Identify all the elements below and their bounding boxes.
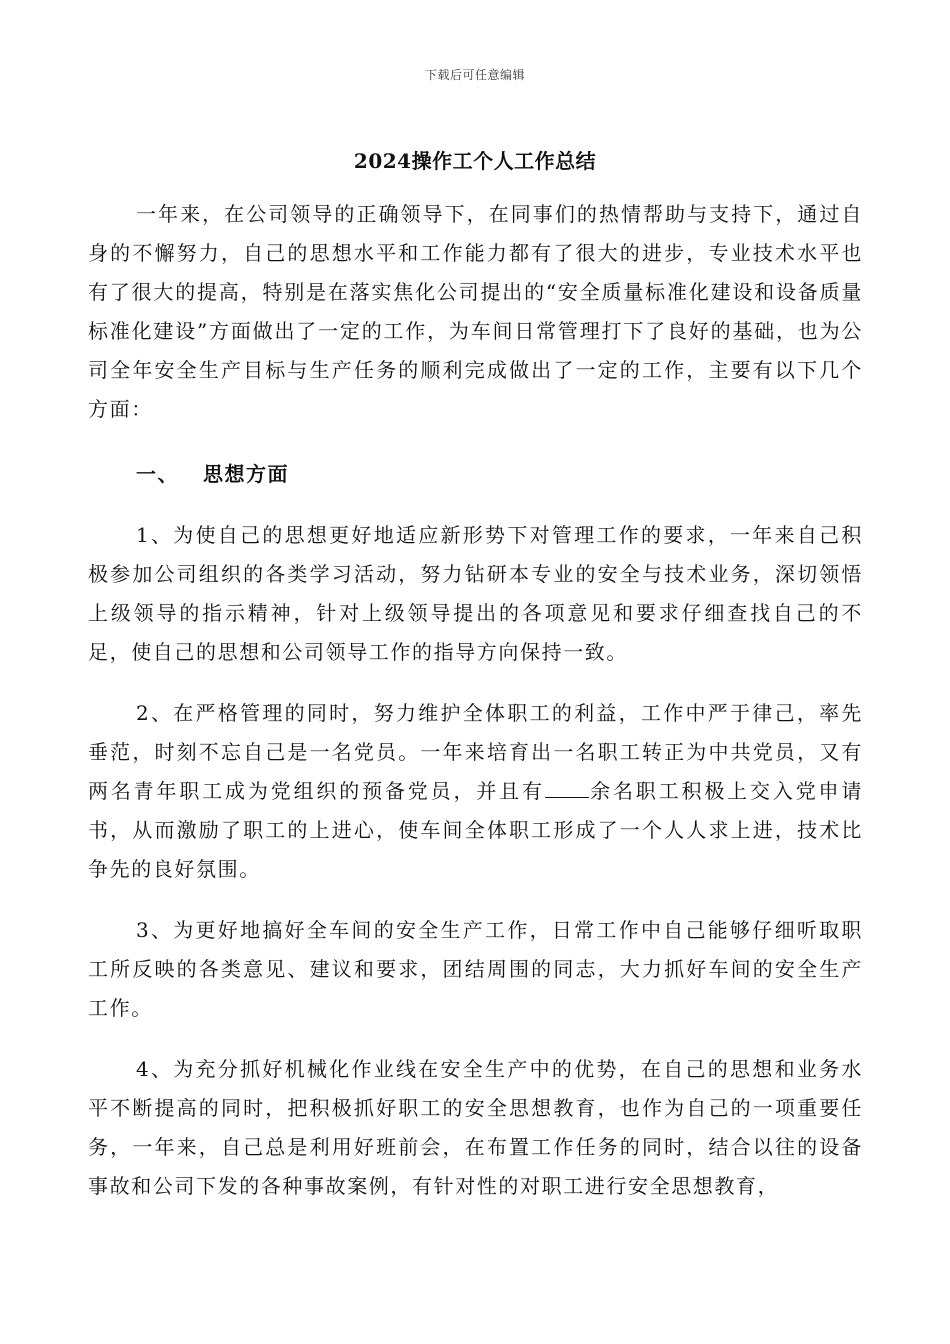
fill-in-blank	[545, 779, 589, 798]
section-number: 一、	[136, 462, 179, 486]
document-title: 2024操作工个人工作总结	[353, 149, 597, 173]
section-heading	[88, 455, 863, 494]
document-body	[88, 195, 863, 1206]
header-note: 下载后可任意编辑	[424, 68, 525, 82]
paragraph-item-2	[88, 694, 863, 889]
paragraph-item-4: 4、为充分抓好机械化作业线在安全生产中的优势，在自己的思想和业务水平不断提高的同时，把积极抓好职工的安全思想教育，也作为自己的一项重要任务，一年来，自己总是利用好班前会，在布置工作任务的同时，结合以往的设备事故和公司下发的各种事故案例，有针对性的对职工进行安全思想教育，	[88, 1057, 863, 1198]
section-title: 思想方面	[203, 462, 289, 486]
paragraph-item-1: 1、为使自己的思想更好地适应新形势下对管理工作的要求，一年来自己积极参加公司组织的各类学习活动，努力钻研本专业的安全与技术业务，深切领悟上级领导的指示精神，针对上级领导提出的各项意见和要求仔细查找自己的不足，使自己的思想和公司领导工作的指导方向保持一致。	[88, 523, 863, 664]
intro-paragraph: 一年来，在公司领导的正确领导下，在同事们的热情帮助与支持下，通过自身的不懈努力，自己的思想水平和工作能力都有了很大的进步，专业技术水平也有了很大的提高，特别是在落实焦化公司提出的“安全质量标准化建设和设备质量标准化建设”方面做出了一定的工作，为车间日常管理打下了良好的基础，也为公司全年安全生产目标与生产任务的顺利完成做出了一定的工作，主要有以下几个方面：	[88, 202, 863, 421]
paragraph-item-3: 3、为更好地搞好全车间的安全生产工作，日常工作中自己能够仔细听取职工所反映的各类意见、建议和要求，团结周围的同志，大力抓好车间的安全生产工作。	[88, 918, 863, 1020]
paragraph-item-2-part-b: 余名职工积极上交入党申请书，从而激励了职工的上进心，使车间全体职工形成了一个人人求上进，技术比争先的良好氛围。	[88, 779, 863, 881]
paragraph-item-2-part-a: 2、在严格管理的同时，努力维护全体职工的利益，工作中严于律己，率先垂范，时刻不忘自己是一名党员。一年来培育出一名职工转正为中共党员，又有两名青年职工成为党组织的预备党员，并且有	[88, 701, 863, 803]
